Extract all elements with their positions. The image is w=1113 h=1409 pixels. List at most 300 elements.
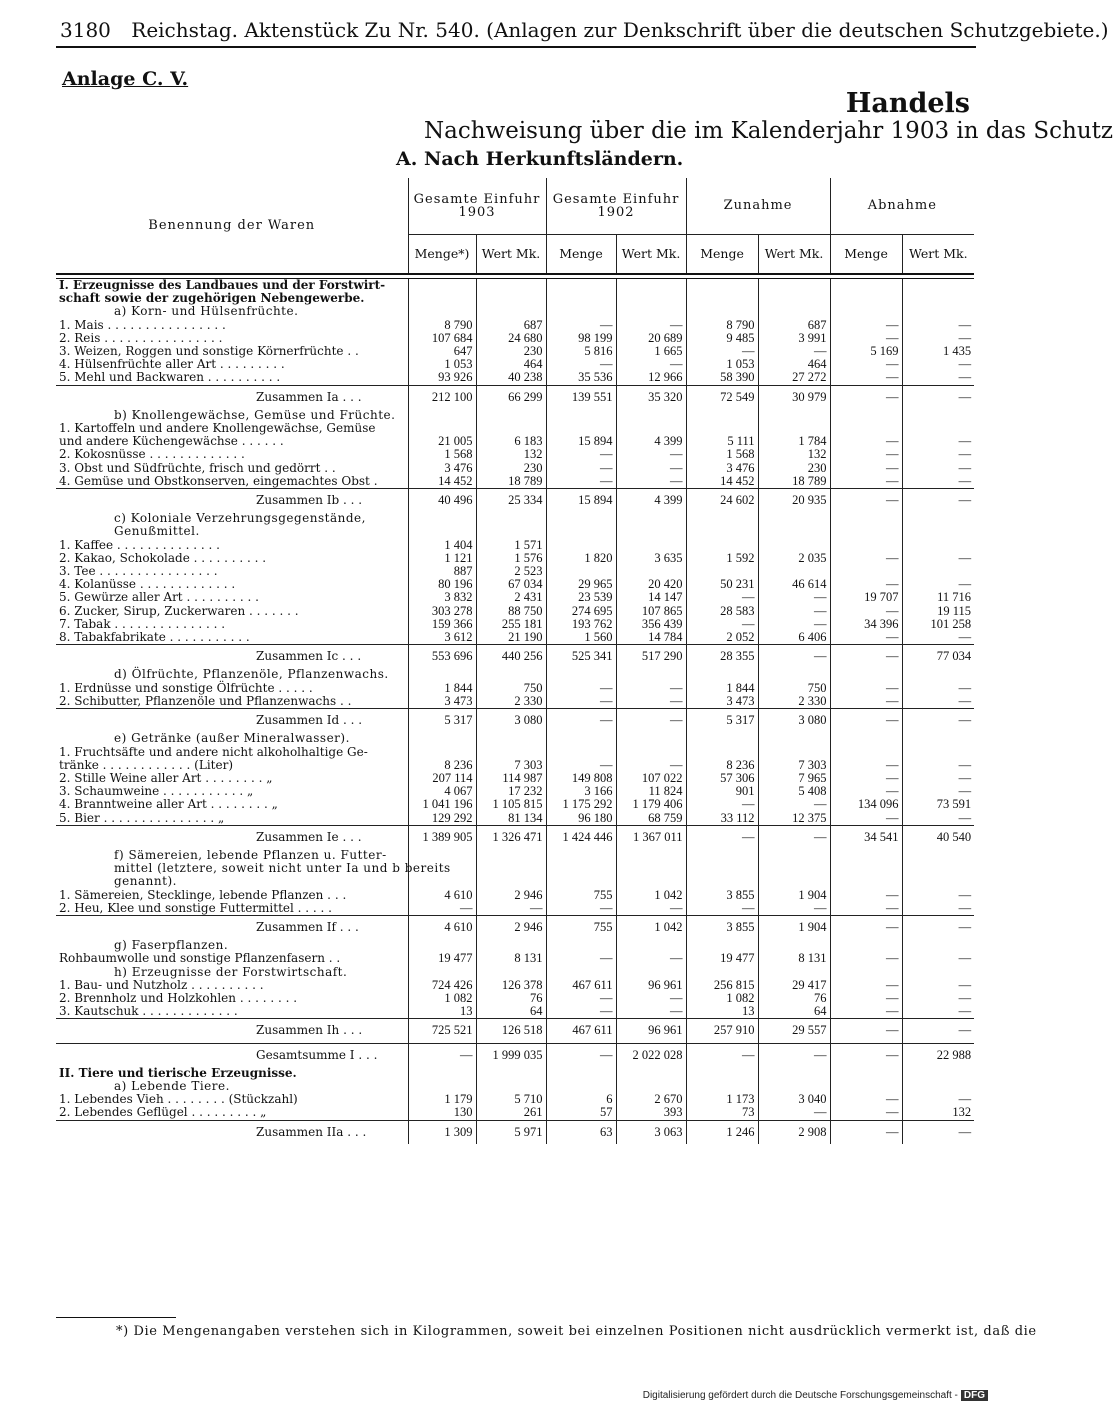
row-label: 1. Fruchtsäfte und andere nicht alkoholhaltige Ge- — [59, 744, 368, 759]
row-value: — — [616, 759, 686, 772]
row-value: — — [902, 1019, 974, 1043]
table-row — [56, 1005, 974, 1019]
row-label: b) Knollengewächse, Gemüse und Früchte. — [114, 407, 396, 422]
row-value: 129 292 — [408, 812, 476, 826]
row-value — [758, 668, 830, 681]
row-value: 1 576 — [476, 552, 546, 565]
row-label: 2. Reis . . . . . . . . . . . . . . . . — [59, 330, 223, 345]
row-value: 755 — [546, 889, 616, 902]
row-value — [408, 732, 476, 745]
row-label: 1. Kaffee . . . . . . . . . . . . . . — [59, 537, 220, 552]
row-label: 5. Bier . . . . . . . . . . . . . . . „ — [59, 810, 225, 825]
row-value: 467 611 — [546, 979, 616, 992]
row-value: 1 326 471 — [476, 825, 546, 849]
row-value: — — [902, 1093, 974, 1106]
row-value: — — [686, 618, 758, 631]
row-label: Zusammen Ih . . . — [56, 1019, 408, 1043]
row-value: 1 175 292 — [546, 798, 616, 811]
row-value: — — [902, 695, 974, 709]
row-value — [408, 292, 476, 305]
row-value: — — [902, 785, 974, 798]
row-label: 3. Weizen, Roggen und sonstige Körnerfrüchte . . — [59, 344, 359, 359]
row-value — [902, 539, 974, 552]
row-value — [686, 409, 758, 422]
row-value: — — [830, 902, 902, 916]
row-value: 101 258 — [902, 618, 974, 631]
row-value — [476, 966, 546, 979]
row-value — [408, 525, 476, 538]
table-row — [56, 732, 974, 745]
sub-header: Menge — [546, 235, 616, 275]
row-value: 4 399 — [616, 489, 686, 513]
row-label: 2. Stille Weine aller Art . . . . . . . . „ — [59, 770, 273, 785]
row-value: 18 789 — [758, 475, 830, 489]
row-value: 3 080 — [476, 709, 546, 733]
row-label: 3. Obst und Südfrüchte, frisch und gedörrt . . — [59, 460, 336, 475]
row-value: 1 560 — [546, 631, 616, 645]
section-a-heading: A. Nach Herkunftsländern. — [396, 148, 684, 170]
row-value — [686, 668, 758, 681]
row-value: — — [546, 759, 616, 772]
table-row — [56, 812, 974, 826]
row-value — [902, 305, 974, 318]
row-value: 149 808 — [546, 772, 616, 785]
row-value: 130 — [408, 1106, 476, 1120]
row-value — [830, 862, 902, 875]
row-value: — — [902, 992, 974, 1005]
row-value: 1 844 — [686, 682, 758, 695]
row-value — [476, 525, 546, 538]
row-value: 58 390 — [686, 371, 758, 385]
row-value: 1 041 196 — [408, 798, 476, 811]
row-value: 107 022 — [616, 772, 686, 785]
row-value: — — [830, 435, 902, 448]
row-value: 132 — [758, 448, 830, 461]
row-value — [546, 512, 616, 525]
title-right: Handels — [845, 88, 970, 119]
row-value: — — [758, 1106, 830, 1120]
row-value — [686, 539, 758, 552]
row-value — [830, 305, 902, 318]
row-value: — — [408, 1043, 476, 1067]
row-label: 5. Mehl und Backwaren . . . . . . . . . . — [59, 370, 281, 385]
footnote-rule — [56, 1317, 176, 1318]
row-value — [758, 1067, 830, 1080]
row-value: 5 111 — [686, 435, 758, 448]
row-value: — — [830, 332, 902, 345]
row-value: 1 999 035 — [476, 1043, 546, 1067]
row-value — [686, 862, 758, 875]
table-row — [56, 631, 974, 645]
row-value: 1 173 — [686, 1093, 758, 1106]
row-value: — — [758, 1043, 830, 1067]
row-value: — — [830, 992, 902, 1005]
row-value: 1 053 — [686, 358, 758, 371]
table-row — [56, 825, 974, 849]
row-value: — — [546, 1005, 616, 1019]
row-value: 88 750 — [476, 605, 546, 618]
row-value: 3 991 — [758, 332, 830, 345]
row-value: 23 539 — [546, 591, 616, 604]
row-value — [616, 966, 686, 979]
row-value — [546, 862, 616, 875]
row-value: — — [686, 825, 758, 849]
row-value — [686, 512, 758, 525]
row-value: 33 112 — [686, 812, 758, 826]
row-value: 63 — [546, 1120, 616, 1144]
row-value: 1 082 — [408, 992, 476, 1005]
row-value: — — [830, 605, 902, 618]
row-value — [902, 292, 974, 305]
row-value: 256 815 — [686, 979, 758, 992]
table-row — [56, 475, 974, 489]
row-value: 107 865 — [616, 605, 686, 618]
table-row — [56, 915, 974, 939]
row-value — [902, 875, 974, 888]
row-value: 19 477 — [686, 952, 758, 965]
row-value: — — [686, 798, 758, 811]
row-value: 4 610 — [408, 889, 476, 902]
row-value: 73 591 — [902, 798, 974, 811]
row-label: 3. Kautschuk . . . . . . . . . . . . . — [59, 1004, 238, 1019]
row-value: 1 309 — [408, 1120, 476, 1144]
row-value: — — [830, 462, 902, 475]
row-value — [830, 849, 902, 862]
row-value — [758, 862, 830, 875]
row-value: — — [408, 902, 476, 916]
row-value — [546, 746, 616, 759]
row-value: 724 426 — [408, 979, 476, 992]
row-value: — — [830, 1019, 902, 1043]
table-row — [56, 759, 974, 772]
row-value — [758, 525, 830, 538]
row-value: 4 067 — [408, 785, 476, 798]
table-row — [56, 1120, 974, 1144]
row-value — [546, 668, 616, 681]
row-value: 12 966 — [616, 371, 686, 385]
row-value — [408, 409, 476, 422]
table-row — [56, 746, 974, 759]
row-value — [476, 862, 546, 875]
row-value: 67 034 — [476, 578, 546, 591]
digitization-text: Digitalisierung gefördert durch die Deutsche Forschungsgemeinschaft - — [642, 1390, 958, 1401]
row-value: 8 790 — [686, 319, 758, 332]
row-value — [546, 279, 616, 293]
row-value — [616, 732, 686, 745]
row-value: 24 602 — [686, 489, 758, 513]
row-value: 464 — [476, 358, 546, 371]
row-value — [616, 409, 686, 422]
row-value: 46 614 — [758, 578, 830, 591]
row-label: 4. Hülsenfrüchte aller Art . . . . . . . . . — [59, 357, 285, 372]
row-value: 18 789 — [476, 475, 546, 489]
row-value — [830, 746, 902, 759]
row-value — [830, 875, 902, 888]
table-row — [56, 591, 974, 604]
row-value: — — [902, 902, 974, 916]
row-value — [616, 746, 686, 759]
table-row — [56, 668, 974, 681]
dfg-logo: DFG — [961, 1390, 988, 1401]
row-value: 1 042 — [616, 915, 686, 939]
table-header-row — [56, 178, 974, 235]
row-value: 13 — [408, 1005, 476, 1019]
row-value — [616, 875, 686, 888]
row-value: 6 406 — [758, 631, 830, 645]
row-value — [686, 305, 758, 318]
row-value: — — [616, 992, 686, 1005]
row-value: — — [902, 979, 974, 992]
row-value: — — [830, 1106, 902, 1120]
row-value — [476, 512, 546, 525]
row-value: 5 816 — [546, 345, 616, 358]
row-value: 9 485 — [686, 332, 758, 345]
row-value — [476, 409, 546, 422]
row-value: — — [686, 1043, 758, 1067]
row-value: 25 334 — [476, 489, 546, 513]
row-label: I. Erzeugnisse des Landbaues und der Forstwirt- — [59, 278, 386, 292]
row-value: — — [902, 462, 974, 475]
row-value: 230 — [476, 345, 546, 358]
table-row — [56, 798, 974, 811]
row-value: 2 670 — [616, 1093, 686, 1106]
row-value: 98 199 — [546, 332, 616, 345]
row-value: 4 610 — [408, 915, 476, 939]
table-row — [56, 489, 974, 513]
group-header-1903: Gesamte Einfuhr 1903 — [408, 178, 546, 235]
row-label: 1. Kartoffeln und andere Knollengewächse, Gemüse — [59, 421, 376, 436]
row-label: 5. Gewürze aller Art . . . . . . . . . . — [59, 590, 259, 605]
row-value: 517 290 — [616, 645, 686, 669]
row-value: — — [902, 385, 974, 409]
row-label: 2. Brennholz und Holzkohlen . . . . . . . . — [59, 990, 298, 1005]
row-value — [616, 539, 686, 552]
row-value — [476, 1067, 546, 1080]
row-value: 464 — [758, 358, 830, 371]
row-value: — — [902, 682, 974, 695]
row-value — [758, 966, 830, 979]
row-value — [686, 746, 758, 759]
row-value — [758, 746, 830, 759]
table-row — [56, 279, 974, 293]
row-value: 20 420 — [616, 578, 686, 591]
row-value: 2 330 — [476, 695, 546, 709]
row-value: — — [758, 798, 830, 811]
row-value: 126 518 — [476, 1019, 546, 1043]
header-rule — [56, 46, 976, 48]
row-value — [758, 539, 830, 552]
row-value: 76 — [758, 992, 830, 1005]
row-value: — — [686, 345, 758, 358]
row-value: 11 824 — [616, 785, 686, 798]
running-header — [60, 18, 1109, 42]
row-value: 901 — [686, 785, 758, 798]
row-value: 1 665 — [616, 345, 686, 358]
row-value: 1 389 905 — [408, 825, 476, 849]
row-value: 257 910 — [686, 1019, 758, 1043]
row-value: 3 040 — [758, 1093, 830, 1106]
row-value — [616, 305, 686, 318]
row-value: 5 408 — [758, 785, 830, 798]
row-value: — — [686, 902, 758, 916]
row-value: 356 439 — [616, 618, 686, 631]
row-value: — — [830, 475, 902, 489]
row-value: 230 — [476, 462, 546, 475]
row-value: 755 — [546, 915, 616, 939]
row-value: 4 399 — [616, 435, 686, 448]
row-value: — — [830, 1120, 902, 1144]
row-value: — — [616, 475, 686, 489]
row-label: a) Korn- und Hülsenfrüchte. — [114, 304, 299, 319]
row-value: 393 — [616, 1106, 686, 1120]
table-row — [56, 966, 974, 979]
row-value: 20 935 — [758, 489, 830, 513]
row-value: — — [758, 618, 830, 631]
row-value: — — [830, 385, 902, 409]
row-value: — — [902, 1005, 974, 1019]
row-value: 159 366 — [408, 618, 476, 631]
sub-header: Menge — [686, 235, 758, 275]
row-value: 3 476 — [408, 462, 476, 475]
row-value — [546, 732, 616, 745]
row-value — [408, 966, 476, 979]
row-value — [758, 279, 830, 293]
row-value: 8 131 — [476, 952, 546, 965]
row-value: — — [830, 812, 902, 826]
row-value: — — [830, 772, 902, 785]
row-value: — — [616, 952, 686, 965]
row-value: — — [616, 319, 686, 332]
row-value: — — [902, 489, 974, 513]
row-value: 80 196 — [408, 578, 476, 591]
row-value: 2 022 028 — [616, 1043, 686, 1067]
row-label: c) Koloniale Verzehrungsgegenstände, — [114, 511, 366, 526]
row-value: — — [902, 889, 974, 902]
row-value — [902, 512, 974, 525]
row-value: — — [758, 902, 830, 916]
row-value: 93 926 — [408, 371, 476, 385]
row-value: 13 — [686, 1005, 758, 1019]
row-value: 1 121 — [408, 552, 476, 565]
row-value — [830, 732, 902, 745]
row-value — [758, 305, 830, 318]
row-value — [408, 746, 476, 759]
row-value: 3 855 — [686, 915, 758, 939]
row-value: 15 894 — [546, 435, 616, 448]
row-value: 20 689 — [616, 332, 686, 345]
row-value: — — [830, 448, 902, 461]
row-value: 1 571 — [476, 539, 546, 552]
digitization-note — [643, 1390, 988, 1401]
footnote: *) Die Mengenangaben verstehen sich in Kilogrammen, soweit bei einzelnen Positionen nicht ausdrücklich vermerkt ist, daß die — [116, 1324, 1037, 1339]
row-value: 725 521 — [408, 1019, 476, 1043]
row-label: 3. Schaumweine . . . . . . . . . . . „ — [59, 784, 254, 799]
row-label: und andere Küchengewächse . . . . . . — [59, 434, 284, 449]
row-value: — — [830, 631, 902, 645]
row-value: — — [758, 645, 830, 669]
table-row — [56, 462, 974, 475]
row-label: Rohbaumwolle und sonstige Pflanzenfasern . . — [59, 951, 341, 966]
row-value — [546, 849, 616, 862]
table-row — [56, 448, 974, 461]
row-value: — — [902, 552, 974, 565]
row-value: — — [758, 605, 830, 618]
row-value: 34 396 — [830, 618, 902, 631]
row-value: 7 303 — [758, 759, 830, 772]
row-value: 5 971 — [476, 1120, 546, 1144]
row-value: 3 080 — [758, 709, 830, 733]
row-value — [686, 525, 758, 538]
row-label: II. Tiere und tierische Erzeugnisse. — [59, 1065, 297, 1080]
row-value — [616, 668, 686, 681]
row-value: 50 231 — [686, 578, 758, 591]
row-value — [616, 525, 686, 538]
row-value: 2 523 — [476, 565, 546, 578]
row-label: Zusammen If . . . — [56, 915, 408, 939]
row-value — [686, 849, 758, 862]
row-value: 1 179 406 — [616, 798, 686, 811]
table-row — [56, 305, 974, 318]
row-value: — — [830, 578, 902, 591]
row-value: — — [546, 992, 616, 1005]
row-value: 212 100 — [408, 385, 476, 409]
table-row — [56, 952, 974, 965]
row-label: Zusammen Id . . . — [56, 709, 408, 733]
row-value: 5 169 — [830, 345, 902, 358]
row-value: 647 — [408, 345, 476, 358]
row-value: 34 541 — [830, 825, 902, 849]
row-value: 22 988 — [902, 1043, 974, 1067]
row-value: 134 096 — [830, 798, 902, 811]
row-value: — — [830, 319, 902, 332]
row-value — [476, 292, 546, 305]
row-value — [686, 966, 758, 979]
row-value: — — [902, 631, 974, 645]
row-value: — — [830, 1093, 902, 1106]
row-value — [476, 279, 546, 293]
table-row — [56, 385, 974, 409]
row-value: 114 987 — [476, 772, 546, 785]
row-value: 7 965 — [758, 772, 830, 785]
table-row — [56, 682, 974, 695]
row-value: 17 232 — [476, 785, 546, 798]
row-value: — — [902, 371, 974, 385]
row-value — [686, 292, 758, 305]
row-value: 1 844 — [408, 682, 476, 695]
row-label: f) Sämereien, lebende Pflanzen u. Futter- — [114, 847, 387, 862]
row-value — [476, 732, 546, 745]
row-label: 1. Erdnüsse und sonstige Ölfrüchte . . . . . — [59, 680, 313, 695]
row-label: 2. Kakao, Schokolade . . . . . . . . . . — [59, 550, 267, 565]
row-value: 2 035 — [758, 552, 830, 565]
row-value: — — [902, 578, 974, 591]
row-value: 57 306 — [686, 772, 758, 785]
row-value — [546, 292, 616, 305]
row-value: — — [902, 475, 974, 489]
row-value: 40 238 — [476, 371, 546, 385]
row-value: 1 568 — [686, 448, 758, 461]
row-value: — — [902, 358, 974, 371]
row-value: — — [546, 475, 616, 489]
row-label: tränke . . . . . . . . . . . . (Liter) — [59, 757, 234, 772]
row-value: — — [830, 1043, 902, 1067]
row-label: 8. Tabakfabrikate . . . . . . . . . . . — [59, 630, 250, 645]
row-value: — — [546, 709, 616, 733]
row-value: 2 946 — [476, 889, 546, 902]
row-label: 4. Branntweine aller Art . . . . . . . . „ — [59, 797, 278, 812]
row-value — [830, 279, 902, 293]
row-value: — — [476, 902, 546, 916]
